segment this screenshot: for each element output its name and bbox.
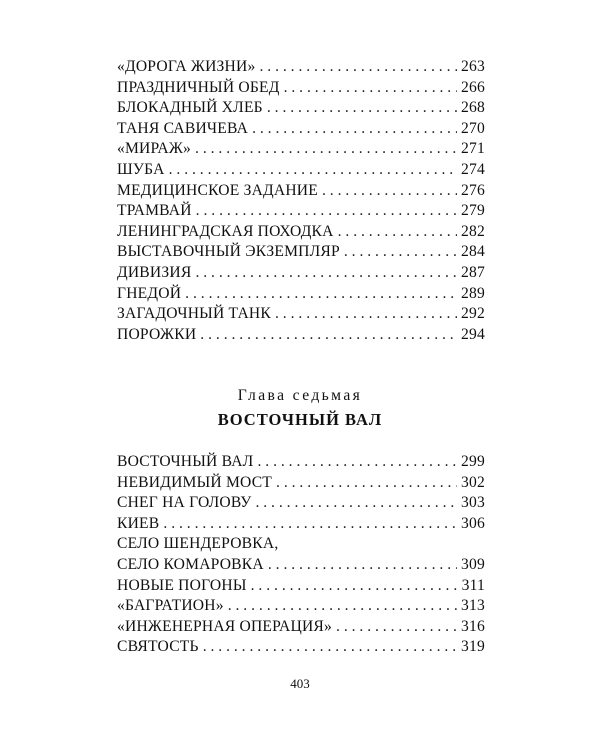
- toc-entry: [117, 263, 485, 284]
- toc-entry-title: «БАГРАТИОН»: [117, 597, 224, 615]
- toc-entry-page: 289: [461, 284, 485, 302]
- dot-leader: [338, 222, 457, 243]
- toc-entry-page: 266: [461, 78, 485, 96]
- toc-entry-page: 311: [461, 576, 485, 594]
- toc-entry: [117, 160, 485, 181]
- toc-entry: [117, 98, 485, 119]
- toc-entry: [117, 139, 485, 160]
- toc-entry-title: НЕВИДИМЫЙ МОСТ: [117, 473, 273, 491]
- dot-leader: [267, 98, 457, 119]
- toc-list-top: [117, 57, 485, 345]
- toc-entry-page: 303: [461, 494, 485, 512]
- toc-entry-page: 270: [461, 119, 485, 137]
- toc-entry: [117, 325, 485, 346]
- toc-entry-page: 313: [461, 597, 485, 615]
- dot-leader: [259, 57, 457, 78]
- toc-entry: [117, 576, 485, 597]
- dot-leader: [169, 160, 457, 181]
- toc-entry: [117, 201, 485, 222]
- toc-entry: [117, 493, 485, 514]
- dot-leader: [196, 201, 457, 222]
- toc-entry: [117, 181, 485, 202]
- toc-entry-page: 284: [461, 243, 485, 261]
- toc-entry-title: ЗАГАДОЧНЫЙ ТАНК: [117, 305, 271, 323]
- dot-leader: [185, 284, 457, 305]
- toc-entry-page: 287: [461, 263, 485, 281]
- toc-entry: [117, 284, 485, 305]
- toc-entry-title: ДИВИЗИЯ: [117, 263, 192, 281]
- dot-leader: [228, 596, 457, 617]
- toc-entry: [117, 222, 485, 243]
- dot-leader: [200, 325, 457, 346]
- toc-entry-page: 292: [461, 305, 485, 323]
- dot-leader: [195, 263, 457, 284]
- toc-entry-title: ВЫСТАВОЧНЫЙ ЭКЗЕМПЛЯР: [117, 243, 340, 261]
- toc-entry: [117, 57, 485, 78]
- toc-entry-title: «ИНЖЕНЕРНАЯ ОПЕРАЦИЯ»: [117, 617, 333, 635]
- toc-entry: [117, 78, 485, 99]
- toc-entry-title: ПРАЗДНИЧНЫЙ ОБЕД: [117, 78, 280, 96]
- toc-entry: [117, 242, 485, 263]
- dot-leader: [255, 493, 457, 514]
- toc-entry-page: 316: [461, 617, 485, 635]
- dot-leader: [276, 473, 457, 494]
- toc-entry-page: 271: [461, 140, 485, 158]
- page-number: 403: [290, 676, 310, 691]
- toc-entry-title: «МИРАЖ»: [117, 140, 192, 158]
- toc-entry-page: 282: [461, 222, 485, 240]
- dot-leader: [257, 452, 457, 473]
- toc-entry: [117, 555, 485, 576]
- toc-entry-title: ПОРОЖКИ: [117, 325, 197, 343]
- toc-entry-title: СЕЛО КОМАРОВКА: [117, 555, 264, 573]
- toc-entry-title: БЛОКАДНЫЙ ХЛЕБ: [117, 99, 263, 117]
- toc-entry-page: 299: [461, 453, 485, 470]
- toc-entry-page: 274: [461, 160, 485, 178]
- toc-entry-title: СНЕГ НА ГОЛОВУ: [117, 494, 252, 512]
- toc-entry-title: ТАНЯ САВИЧЕВА: [117, 119, 249, 137]
- dot-leader: [163, 514, 457, 535]
- toc-entry: [117, 534, 485, 555]
- toc-entry-page: 263: [461, 58, 485, 75]
- dot-leader: [322, 181, 457, 202]
- toc-entry-title: КИЕВ: [117, 514, 160, 532]
- toc-list-bottom: [117, 452, 485, 658]
- dot-leader: [268, 555, 457, 576]
- toc-entry-page: 279: [461, 202, 485, 220]
- toc-entry-title: СВЯТОСТЬ: [117, 638, 199, 656]
- toc-entry-page: 302: [461, 473, 485, 491]
- toc-entry-page: 294: [461, 325, 485, 343]
- toc-entry-title: НОВЫЕ ПОГОНЫ: [117, 576, 247, 594]
- toc-entry-title: МЕДИЦИНСКОЕ ЗАДАНИЕ: [117, 181, 318, 199]
- toc-entry-title: ШУБА: [117, 160, 165, 178]
- toc-entry: [117, 596, 485, 617]
- toc-entry: [117, 617, 485, 638]
- dot-leader: [344, 242, 457, 263]
- dot-leader: [195, 139, 457, 160]
- toc-entry-page: 309: [461, 555, 485, 573]
- toc-entry-title: ГНЕДОЙ: [117, 284, 182, 302]
- dot-leader: [251, 576, 458, 597]
- dot-leader: [336, 617, 457, 638]
- toc-entry-title: «ДОРОГА ЖИЗНИ»: [117, 58, 256, 75]
- toc-entry-page: 276: [461, 181, 485, 199]
- toc-entry: [117, 514, 485, 535]
- toc-entry: [117, 637, 485, 658]
- toc-entry-title: ВОСТОЧНЫЙ ВАЛ: [117, 453, 254, 470]
- toc-entry-title: СЕЛО ШЕНДЕРОВКА,: [117, 535, 279, 553]
- toc-entry: [117, 119, 485, 140]
- dot-leader: [275, 304, 457, 325]
- toc-entry: [117, 304, 485, 325]
- toc-entry: [117, 452, 485, 473]
- chapter-title: ВОСТОЧНЫЙ ВАЛ: [217, 410, 383, 429]
- toc-entry: [117, 473, 485, 494]
- toc-entry-page: 306: [461, 514, 485, 532]
- toc-entry-page: 319: [461, 638, 485, 656]
- dot-leader: [252, 119, 457, 140]
- toc-entry-page: 268: [461, 99, 485, 117]
- chapter-label: Глава седьмая: [237, 387, 363, 404]
- toc-entry-title: ЛЕНИНГРАДСКАЯ ПОХОДКА: [117, 222, 334, 240]
- chapter-heading: [0, 386, 600, 431]
- dot-leader: [203, 637, 457, 658]
- dot-leader: [284, 78, 457, 99]
- toc-entry-title: ТРАМВАЙ: [117, 202, 192, 220]
